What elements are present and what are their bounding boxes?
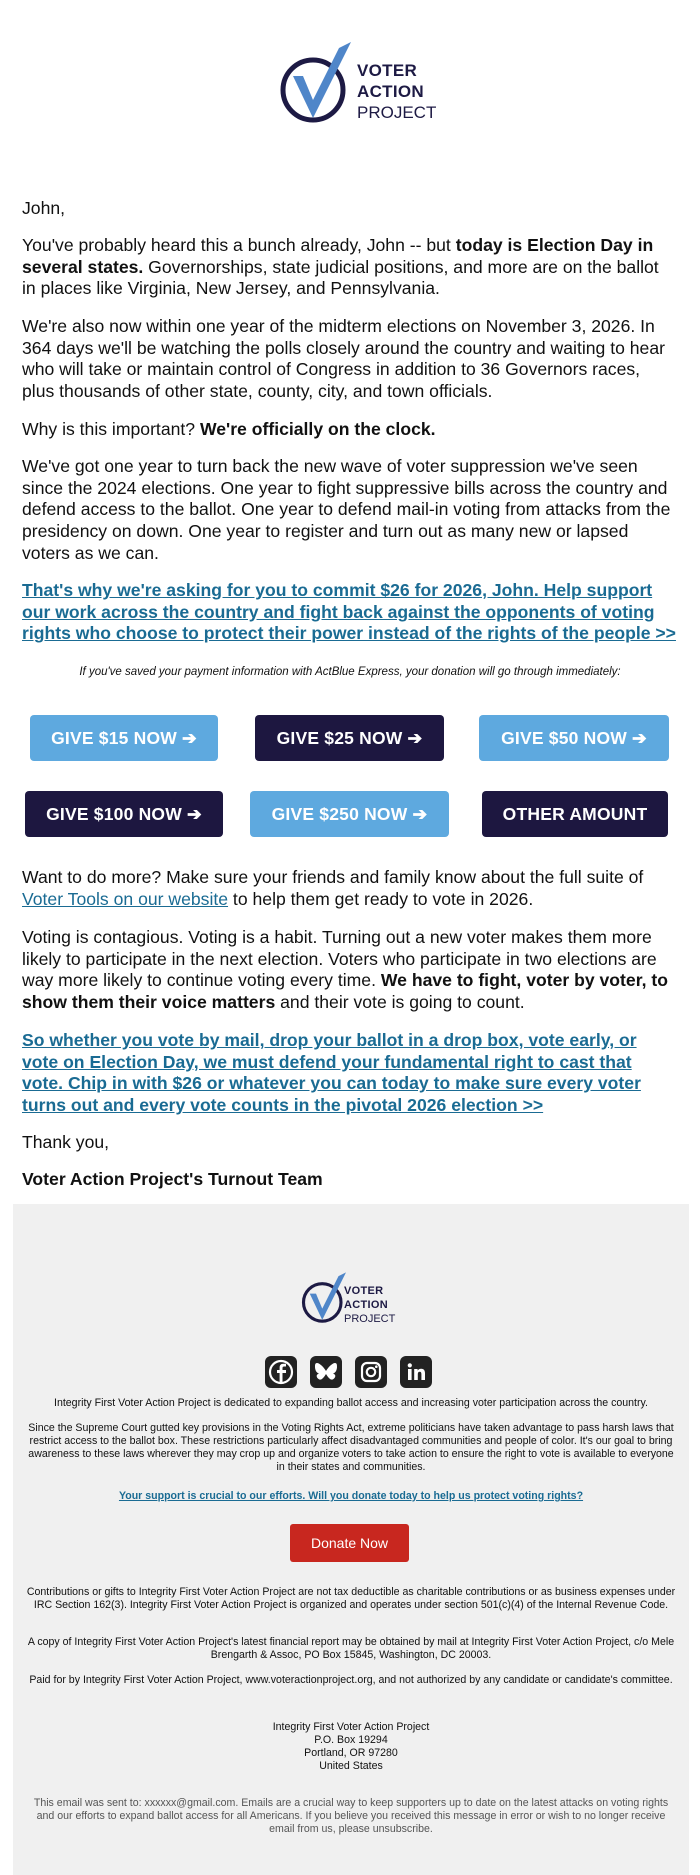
logo-wordmark: VOTER ACTION PROJECT <box>357 61 437 122</box>
closing-thanks: Thank you, <box>22 1132 110 1152</box>
footer-brand-logo[interactable] <box>301 1264 421 1334</box>
footer-financial-report: A copy of Integrity First Voter Action Project's latest financial report may be obtained by mail at Integrity First Voter Action Project, c/o Mele Brengarth & Assoc, PO Box 15845, Washington, DC 20003. <box>27 1636 675 1661</box>
give-25-button[interactable]: GIVE $25 NOW ➔ <box>255 715 444 761</box>
facebook-icon[interactable] <box>265 1356 297 1388</box>
greeting: John, <box>22 198 66 218</box>
checkmark-logo-icon <box>279 38 359 128</box>
actblue-note: If you've saved your payment information with ActBlue Express, your donation will go through immediately: <box>79 666 621 678</box>
donate-now-button[interactable]: Donate Now <box>290 1524 409 1562</box>
brand-logo[interactable] <box>279 38 437 128</box>
give-250-button[interactable]: GIVE $250 NOW ➔ <box>250 791 449 837</box>
give-100-button[interactable]: GIVE $100 NOW ➔ <box>25 791 223 837</box>
footer-mission: Integrity First Voter Action Project is dedicated to expanding ballot access and increasing voter participation across the country. <box>54 1397 648 1409</box>
footer-context: Since the Supreme Court gutted key provisions in the Voting Rights Act, extreme politicians have taken advantage to pass harsh laws that restrict access to the ballot box. These restrictions particularly affect disadvantaged communities and people of color. It's our goal to bring awareness to these laws wherever they may crop up and organize voters to take action to ensure the right to vote is available to everyone in their states and communities. <box>28 1422 674 1473</box>
paragraph-voting-contagious: Voting is contagious. Voting is a habit. Turning out a new voter makes them more likely to participate in the next election. Voters who participate in two elections are way more likely to continue voting every time. We have to fight, voter by voter, to show them their voice matters and their vote is going to count. <box>22 927 668 1013</box>
instagram-icon[interactable] <box>355 1356 387 1388</box>
linkedin-icon[interactable] <box>400 1356 432 1388</box>
footer-sent-to: This email was sent to: xxxxxx@gmail.com. Emails are a crucial way to keep supporters up to date on the latest attacks on voting rights and our efforts to expand ballot access for all Americans. If you believe you received this message in error or wish to no longer receive email from us, please unsubscribe. <box>33 1797 669 1835</box>
footer <box>13 1204 689 1875</box>
footer-support-link[interactable]: Your support is crucial to our efforts. Will you donate today to help us protect voting rights? <box>118 1490 584 1502</box>
donate-cta-link-2[interactable]: So whether you vote by mail, drop your ballot in a drop box, vote early, or vote on Election Day, we must defend your fundamental right to cast that vote. Chip in with $26 or whatever you can today to make sure every voter turns out and every vote counts in the pivotal 2026 election >> <box>22 1030 641 1116</box>
footer-tax-disclaimer: Contributions or gifts to Integrity First Voter Action Project are not tax deductible as charitable contributions or as business expenses under IRC Section 162(3). Integrity First Voter Action Project is organized and operates under section 501(c)(4) of the Internal Revenue Code. <box>26 1586 676 1611</box>
donate-cta-link-1[interactable]: That's why we're asking for you to commit $26 for 2026, John. Help support our work across the country and fight back against the opponents of voting rights who choose to protect their power instead of the rights of the people >> <box>22 580 676 644</box>
signature: Voter Action Project's Turnout Team <box>22 1169 323 1189</box>
paragraph-voter-tools: Want to do more? Make sure your friends and family know about the full suite of Voter Tools on our website to help them get ready to vote in 2026. <box>22 867 644 909</box>
footer-paid-for: Paid for by Integrity First Voter Action Project, www.voteractionproject.org, and not authorized by any candidate or candidate's committee. <box>29 1674 673 1686</box>
paragraph-why-important: Why is this important? We're officially on the clock. <box>22 419 436 439</box>
bluesky-icon[interactable] <box>310 1356 342 1388</box>
give-15-button[interactable]: GIVE $15 NOW ➔ <box>30 715 218 761</box>
paragraph-election-day: You've probably heard this a bunch already, John -- but today is Election Day in several states. Governorships, state judicial positions, and more are on the ballot in places like Virginia, New Jersey, and Pennsylvania. <box>22 235 659 299</box>
footer-address: Integrity First Voter Action Project P.O. Box 19294 Portland, OR 97280 United States <box>272 1721 430 1772</box>
footer-logo-wordmark: VOTER ACTION PROJECT <box>344 1285 396 1325</box>
voter-tools-link[interactable]: Voter Tools on our website <box>22 888 229 909</box>
paragraph-midterms: We're also now within one year of the midterm elections on November 3, 2026. In 364 days we'll be watching the polls closely around the country and waiting to hear who will take or maintain control of Congress in addition to 36 Governors races, plus thousands of other state, county, city, and town officials. <box>22 316 665 402</box>
give-50-button[interactable]: GIVE $50 NOW ➔ <box>479 715 669 761</box>
paragraph-one-year: We've got one year to turn back the new wave of voter suppression we've seen since the 2024 elections. One year to fight suppressive bills across the country and defend access to the ballot. One year to defend mail-in voting from attacks from the presidency on down. One year to register and turn out as many new or lapsed voters as we can. <box>22 456 671 563</box>
other-amount-button[interactable]: OTHER AMOUNT <box>482 791 668 837</box>
